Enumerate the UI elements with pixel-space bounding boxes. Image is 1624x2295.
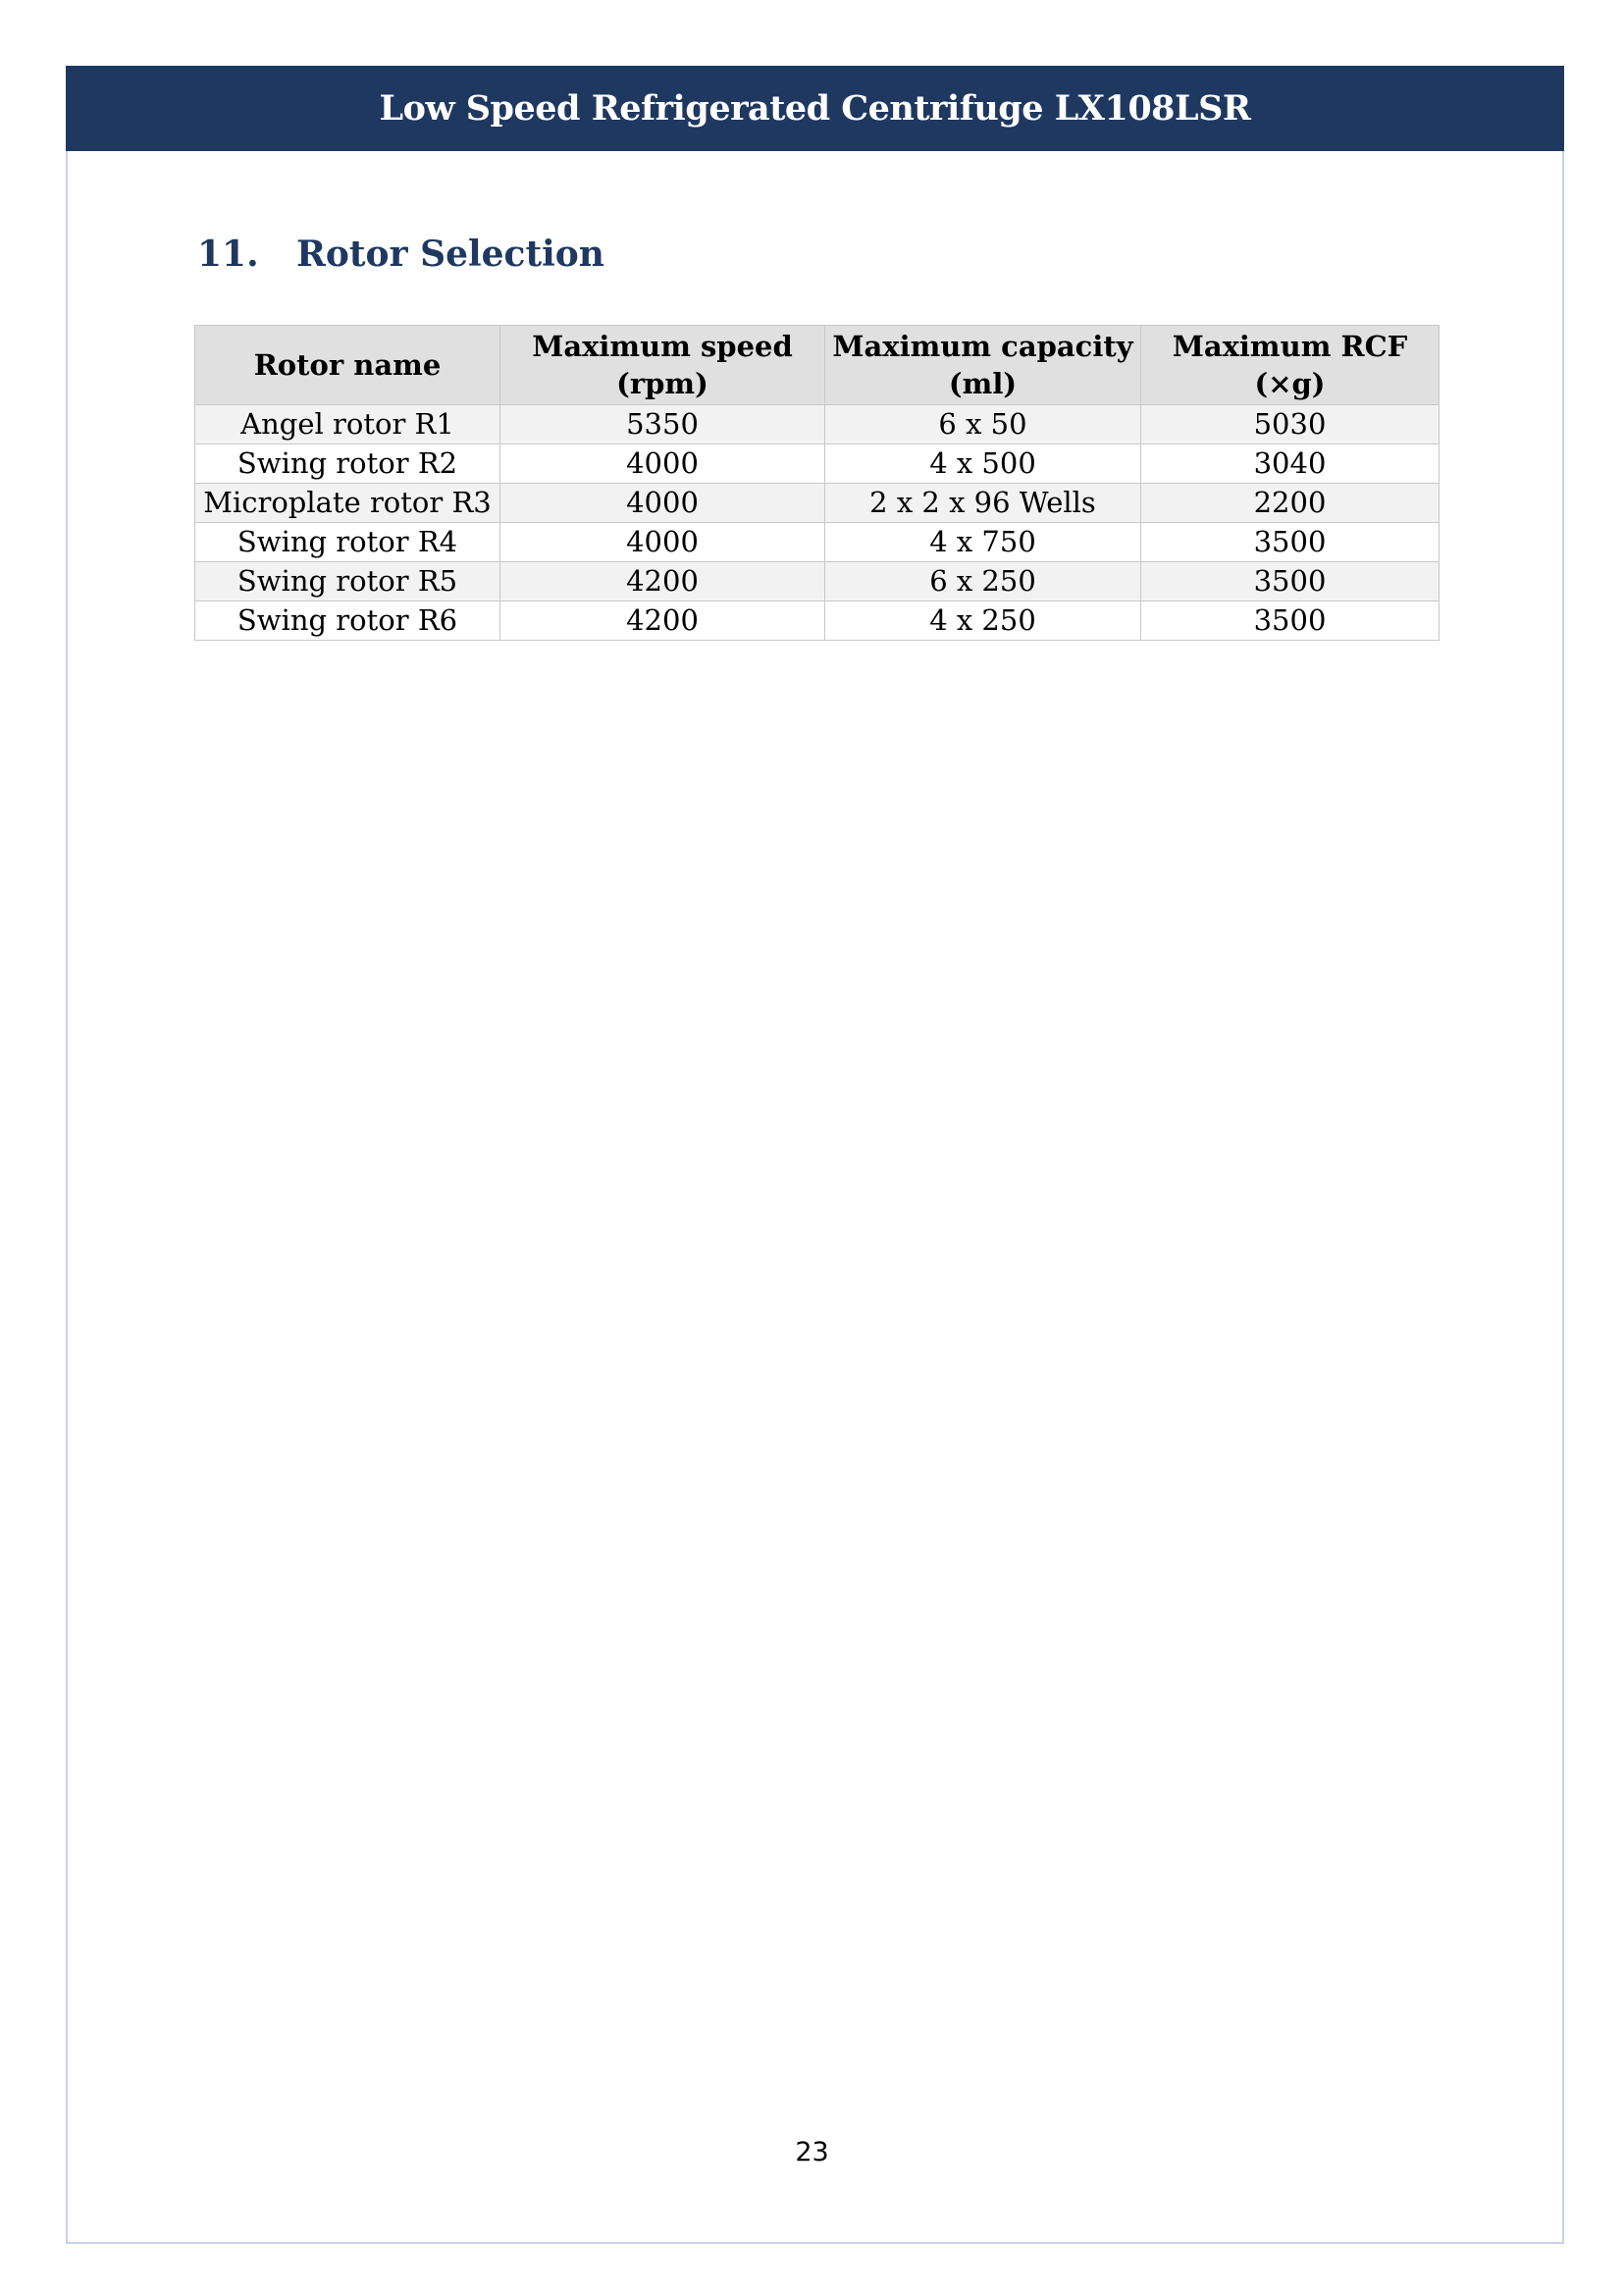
table-row xyxy=(195,484,1440,523)
section-heading xyxy=(197,234,604,275)
rotor-table xyxy=(194,325,1440,641)
header-max-speed xyxy=(500,326,825,405)
cell-max-speed: 4200 xyxy=(500,601,825,641)
cell-max-speed: 4000 xyxy=(500,484,825,523)
section-title: Rotor Selection xyxy=(296,234,604,275)
table-row xyxy=(195,562,1440,601)
cell-max-speed: 5350 xyxy=(500,405,825,444)
header-max-capacity-text: Maximum capacity xyxy=(832,330,1133,363)
cell-max-capacity: 4 x 250 xyxy=(825,601,1141,641)
header-max-rcf-text: Maximum RCF xyxy=(1172,330,1408,363)
cell-max-speed: 4200 xyxy=(500,562,825,601)
cell-max-rcf: 3500 xyxy=(1141,523,1440,562)
header-rotor-name xyxy=(195,326,500,405)
header-band xyxy=(66,66,1564,151)
section-number: 11. xyxy=(197,234,259,275)
table-row xyxy=(195,523,1440,562)
cell-max-rcf: 3040 xyxy=(1141,444,1440,484)
header-max-speed-unit: (rpm) xyxy=(616,367,708,400)
header-max-rcf xyxy=(1141,326,1440,405)
cell-max-rcf: 3500 xyxy=(1141,601,1440,641)
page-number: 23 xyxy=(795,2137,829,2167)
cell-rotor-name: Swing rotor R6 xyxy=(195,601,500,641)
document-title: Low Speed Refrigerated Centrifuge LX108LSR xyxy=(379,88,1251,129)
table-row xyxy=(195,444,1440,484)
cell-max-capacity: 6 x 50 xyxy=(825,405,1141,444)
cell-max-rcf: 2200 xyxy=(1141,484,1440,523)
table-row xyxy=(195,601,1440,641)
cell-max-capacity: 6 x 250 xyxy=(825,562,1141,601)
table-row xyxy=(195,405,1440,444)
header-max-rcf-unit: (×g) xyxy=(1254,367,1326,400)
cell-max-speed: 4000 xyxy=(500,444,825,484)
cell-rotor-name: Angel rotor R1 xyxy=(195,405,500,444)
cell-rotor-name: Swing rotor R4 xyxy=(195,523,500,562)
cell-max-capacity: 4 x 750 xyxy=(825,523,1141,562)
cell-max-capacity: 2 x 2 x 96 Wells xyxy=(825,484,1141,523)
header-max-capacity-unit: (ml) xyxy=(948,367,1018,400)
table-header-row xyxy=(195,326,1440,405)
header-max-speed-text: Maximum speed xyxy=(532,330,793,363)
header-max-capacity xyxy=(825,326,1141,405)
cell-max-speed: 4000 xyxy=(500,523,825,562)
cell-max-capacity: 4 x 500 xyxy=(825,444,1141,484)
cell-rotor-name: Swing rotor R5 xyxy=(195,562,500,601)
cell-rotor-name: Swing rotor R2 xyxy=(195,444,500,484)
cell-max-rcf: 3500 xyxy=(1141,562,1440,601)
cell-rotor-name: Microplate rotor R3 xyxy=(195,484,500,523)
header-rotor-name-text: Rotor name xyxy=(253,348,442,382)
cell-max-rcf: 5030 xyxy=(1141,405,1440,444)
